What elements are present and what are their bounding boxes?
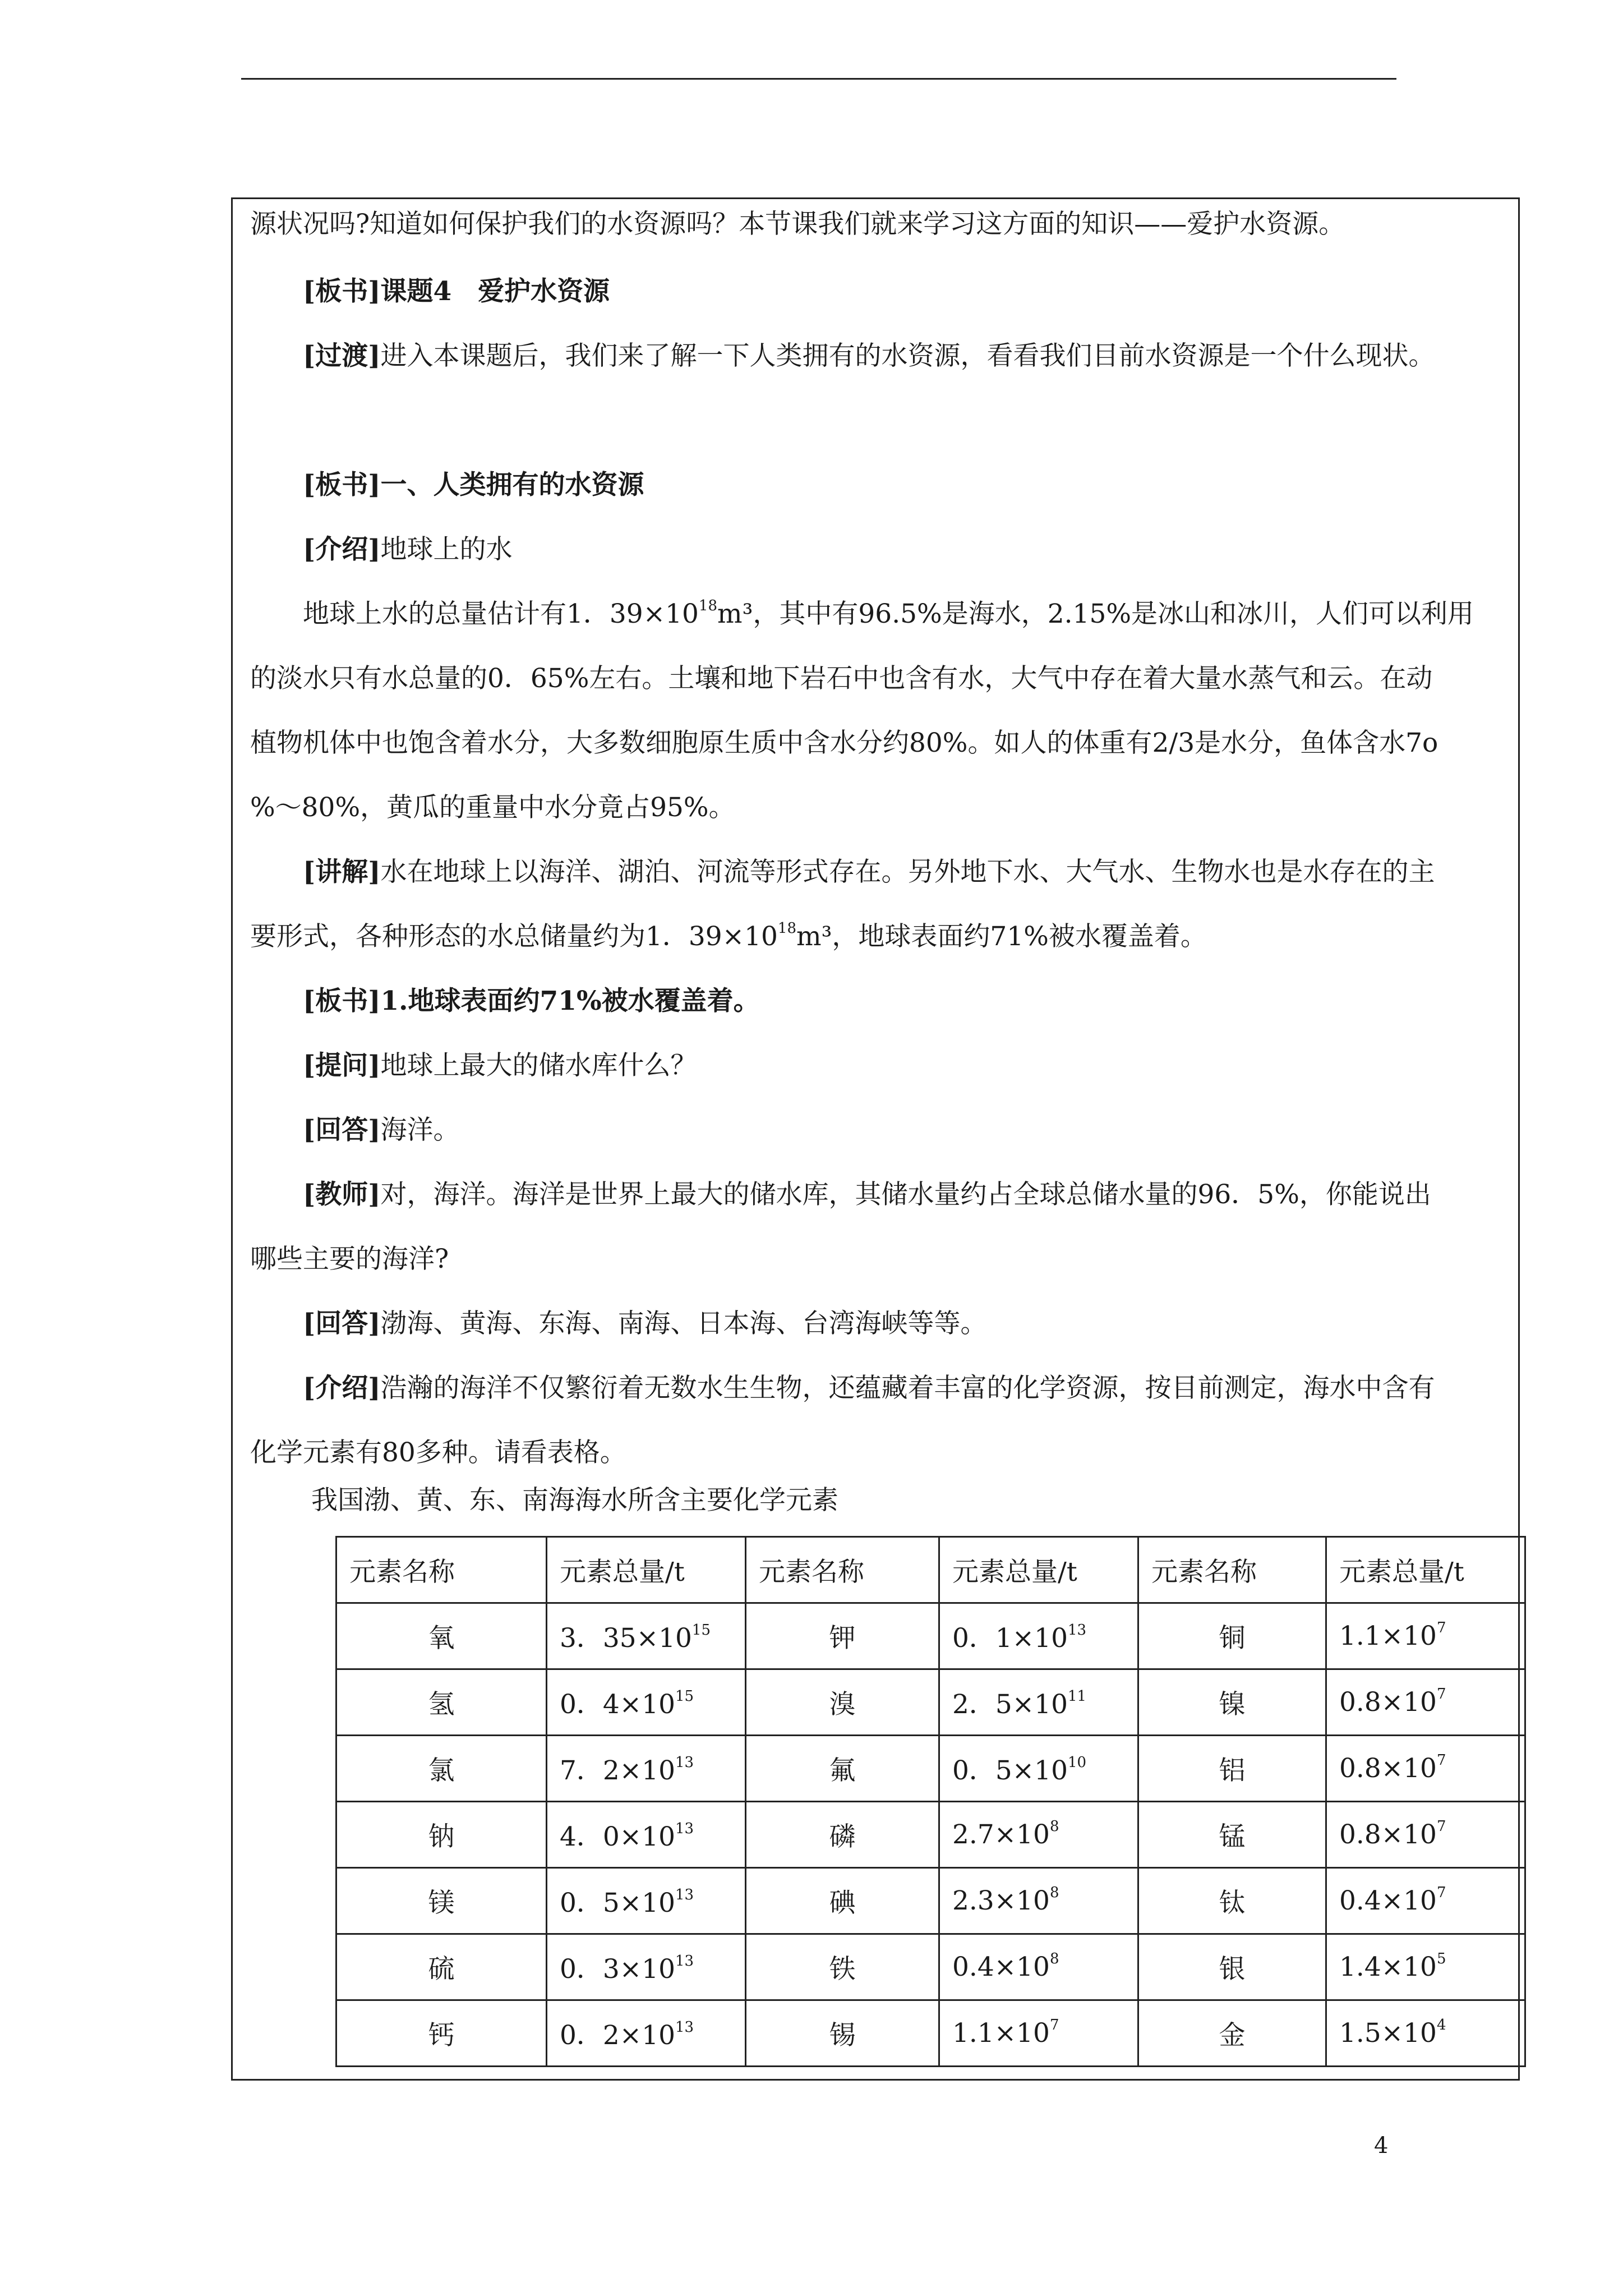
table-row [336,1868,1525,1934]
board-point-line: [板书]1.地球表面约71%被水覆盖着。 [303,986,760,1016]
element-name: 钠 [336,1802,547,1868]
element-name: 锰 [1138,1802,1326,1868]
element-amount: $2.3\times 10^8$ [939,1868,1138,1934]
board-title: 课题4 爱护水资源 [380,276,610,307]
paragraph-line: 哪些主要的海洋? [250,1244,449,1274]
table-row [336,1934,1525,2000]
element-name: 氯 [336,1736,547,1802]
element-amount: $1.1\times 10^7$ [1326,1603,1525,1669]
column-header: 元素名称 [336,1537,547,1603]
teacher-line: [教师]对，海洋。海洋是世界上最大的储水库，其储水量约占全球总储水量的96．5%，你能说出 [303,1179,1431,1210]
intro-line: [介绍]浩瀚的海洋不仅繁衍着无数水生生物，还蕴藏着丰富的化学资源，按目前测定，海水中含有 [303,1373,1435,1404]
element-name: 氟 [746,1736,939,1802]
element-amount: 3．$35\times 10^{15}$ [547,1603,746,1669]
element-name: 铁 [746,1934,939,2000]
tag-label: [介绍] [303,1373,381,1404]
element-name: 溴 [746,1669,939,1736]
column-header: 元素名称 [746,1537,939,1603]
element-amount: 4．$0\times 10^{13}$ [547,1802,746,1868]
element-name: 钙 [336,2000,547,2067]
paragraph-line: 化学元素有80多种。请看表格。 [250,1437,626,1468]
tag-label: [讲解] [303,857,381,887]
element-amount: 0．$3\times 10^{13}$ [547,1934,746,2000]
column-header: 元素总量/t [939,1537,1138,1603]
paragraph-line: 植物机体中也饱含着水分，大多数细胞原生质中含水分约80%。如人的体重有2/3是水分，鱼体含水7o [250,728,1438,758]
element-amount: 2．$5\times 10^{11}$ [939,1669,1138,1736]
element-name: 锡 [746,2000,939,2067]
tag-label: [回答] [303,1308,381,1339]
table-row [336,1736,1525,1802]
question-line: [提问]地球上最大的储水库什么？ [303,1050,697,1081]
column-header: 元素总量/t [547,1537,746,1603]
element-amount: $0.8\times 10^7$ [1326,1802,1525,1868]
element-amount: $1.5\times 10^4$ [1326,2000,1525,2067]
element-name: 钾 [746,1603,939,1669]
element-name: 磷 [746,1802,939,1868]
answer-line: [回答]海洋。 [303,1115,460,1145]
element-amount: $0.8\times 10^7$ [1326,1669,1525,1736]
answer-line: [回答]渤海、黄海、东海、南海、日本海、台湾海峡等等。 [303,1308,987,1339]
paragraph-line: 的淡水只有水总量的0．65%左右。土壤和地下岩石中也含有水，大气中存在着大量水蒸气和云。在动 [250,663,1433,694]
tag-label: [介绍] [303,534,381,565]
table-caption: 我国渤、黄、东、南海海水所含主要化学元素 [311,1485,838,1516]
board-title-line [303,275,610,309]
element-name: 金 [1138,2000,1326,2067]
element-name: 镁 [336,1868,547,1934]
elements-table [335,1536,1526,2067]
element-amount: $2.7\times 10^8$ [939,1802,1138,1868]
intro-line: [介绍]地球上的水 [303,534,513,565]
transition-line: [过渡]进入本课题后，我们来了解一下人类拥有的水资源，看看我们目前水资源是一个什么现状。 [303,341,1435,371]
element-amount: 0．$4\times 10^{15}$ [547,1669,746,1736]
tag-label: [回答] [303,1115,381,1145]
tag-label: [板书] [303,276,381,307]
tag-label: [板书] [303,986,381,1016]
element-name: 氢 [336,1669,547,1736]
element-amount: $0.8\times 10^7$ [1326,1736,1525,1802]
tag-label: [过渡] [303,341,381,371]
element-name: 镍 [1138,1669,1326,1736]
element-amount: 0．$2\times 10^{13}$ [547,2000,746,2067]
element-amount: 0．$5\times 10^{10}$ [939,1736,1138,1802]
element-amount: 7．$2\times 10^{13}$ [547,1736,746,1802]
section-heading: 一、人类拥有的水资源 [380,470,644,500]
element-amount: 0．$5\times 10^{13}$ [547,1868,746,1934]
table-row [336,1802,1525,1868]
table-row [336,1669,1525,1736]
element-name: 钛 [1138,1868,1326,1934]
paragraph-line: 源状况吗?知道如何保护我们的水资源吗？本节课我们就来学习这方面的知识——爱护水资源。 [250,209,1345,240]
tag-label: [教师] [303,1179,381,1210]
element-amount: 0．$1\times 10^{13}$ [939,1603,1138,1669]
paragraph-line: %～80%，黄瓜的重量中水分竟占95%。 [250,792,735,823]
table-row [336,2000,1525,2067]
element-amount: $1.1\times 10^7$ [939,2000,1138,2067]
column-header: 元素总量/t [1326,1537,1525,1603]
table-header-row [336,1537,1525,1603]
element-name: 铝 [1138,1736,1326,1802]
table-row [336,1603,1525,1669]
element-amount: $1.4\times 10^5$ [1326,1934,1525,2000]
element-name: 银 [1138,1934,1326,2000]
element-amount: $0.4\times 10^8$ [939,1934,1138,2000]
element-name: 碘 [746,1868,939,1934]
board-heading-line [303,468,644,502]
explain-line: [讲解]水在地球上以海洋、湖泊、河流等形式存在。另外地下水、大气水、生物水也是水存在的主 [303,857,1435,887]
column-header: 元素名称 [1138,1537,1326,1603]
paragraph-line: 要形式，各种形态的水总储量约为1．$39\times 10^{18}m^3$，地球表面约71%被水覆盖着。 [250,920,1207,952]
paragraph-line: 地球上水的总量估计有1．$39\times 10^{18}m^3$，其中有96.5%是海水，2.15%是冰山和冰川，人们可以利用 [303,597,1474,629]
element-name: 铜 [1138,1603,1326,1669]
tag-label: [板书] [303,470,381,500]
page-number: 4 [1374,2133,1389,2159]
header-rule [241,78,1396,80]
tag-label: [提问] [303,1050,381,1081]
element-name: 硫 [336,1934,547,2000]
element-amount: $0.4\times 10^7$ [1326,1868,1525,1934]
element-name: 氧 [336,1603,547,1669]
